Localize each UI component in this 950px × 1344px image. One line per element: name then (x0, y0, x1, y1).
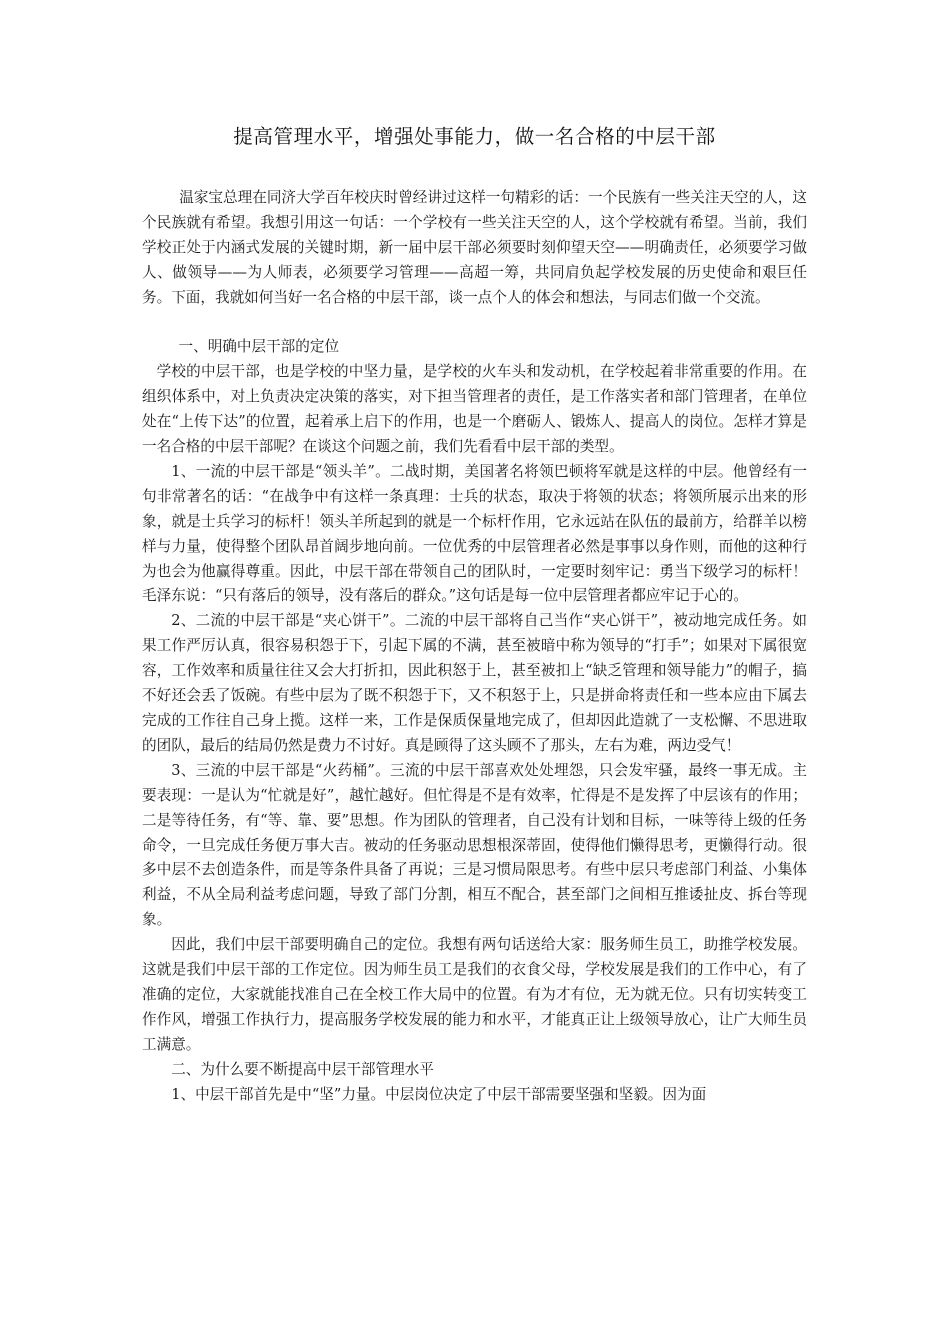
document-title: 提高管理水平，增强处事能力，做一名合格的中层干部 (233, 125, 716, 148)
body-paragraph: 1、一流的中层干部是“领头羊”。二战时期，美国著名将领巴顿将军就是这样的中层。他曾经有一句非常著名的话：“在战争中有这样一条真理：士兵的状态，取决于将领的状态；将领所展示出来的形象，就是士兵学习的标杆！领头羊所起到的就是一个标杆作用，它永远站在队伍的最前方，给群羊以榜样与力量，使得整个团队昂首阔步地向前。一位优秀的中层管理者必然是事事以身作则，而他的这种行为也会为他赢得尊重。因此，中层干部在带领自己的团队时，一定要时刻牢记：勇当下级学习的标杆！毛泽东说：“只有落后的领导，没有落后的群众。”这句话是每一位中层管理者都应牢记于心的。 (142, 462, 807, 605)
section-heading-1: 一、明确中层干部的定位 (178, 338, 340, 356)
document-body (142, 186, 807, 1108)
body-paragraph: 2、二流的中层干部是“夹心饼干”。二流的中层干部将自己当作“夹心饼干”，被动地完成任务。如果工作严厉认真，很容易积怨于下，引起下属的不满，甚至被暗中称为领导的“打手”；如果对下属很宽容，工作效率和质量往往又会大打折扣，因此积怒于上，甚至被扣上“缺乏管理和领导能力”的帽子，搞不好还会丢了饭碗。有些中层为了既不积怨于下，又不积怒于上，只是拼命将责任和一些本应由下属去完成的工作往自己身上揽。这样一来，工作是保质保量地完成了，但却因此造就了一支松懈、不思进取的团队，最后的结局仍然是费力不讨好。真是顾得了这头顾不了那头，左右为难，两边受气！ (142, 612, 807, 754)
body-paragraph: 1、中层干部首先是中“坚”力量。中层岗位决定了中层干部需要坚强和坚毅。因为面 (171, 1085, 707, 1103)
body-paragraph: 因此，我们中层干部要明确自己的定位。我想有两句话送给大家：服务师生员工，助推学校发展。这就是我们中层干部的工作定位。因为师生员工是我们的衣食父母，学校发展是我们的工作中心，有了准确的定位，大家就能找准自己在全校工作大局中的位置。有为才有位，无为就无位。只有切实转变工作作风，增强工作执行力，提高服务学校发展的能力和水平，才能真正让上级领导放心，让广大师生员工满意。 (142, 936, 807, 1053)
body-paragraph: 学校的中层干部，也是学校的中坚力量，是学校的火车头和发动机，在学校起着非常重要的作用。在组织体系中，对上负责决定决策的落实，对下担当管理者的责任，是工作落实者和部门管理者，在单位处在“上传下达”的位置，起着承上启下的作用，也是一个磨砺人、锻炼人、提高人的岗位。怎样才算是一名合格的中层干部呢？在谈这个问题之前，我们先看看中层干部的类型。 (142, 363, 807, 456)
section-heading-2: 二、为什么要不断提高中层干部管理水平 (171, 1060, 434, 1078)
document-page (142, 0, 807, 1344)
body-paragraph: 3、三流的中层干部是“火药桶”。三流的中层干部喜欢处处埋怨，只会发牢骚，最终一事无成。主要表现：一是认为“忙就是好”，越忙越好。但忙得是不是有效率，忙得是不是发挥了中层该有的作用；二是等待任务，有“等、靠、要”思想。作为团队的管理者，自己没有计划和目标，一味等待上级的任务命令，一旦完成任务便万事大吉。被动的任务驱动思想根深蒂固，使得他们懒得思考，更懒得行动。很多中层不去创造条件，而是等条件具备了再说；三是习惯局限思考。有些中层只考虑部门利益、小集体利益，不从全局利益考虑问题，导致了部门分割，相互不配合，甚至部门之间相互推诿扯皮、拆台等现象。 (142, 761, 807, 929)
intro-paragraph: 温家宝总理在同济大学百年校庆时曾经讲过这样一句精彩的话：一个民族有一些关注天空的人，这个民族就有希望。我想引用这一句话：一个学校有一些关注天空的人，这个学校就有希望。当前，我们学校正处于内涵式发展的关键时期，新一届中层干部必须要时刻仰望天空——明确责任，必须要学习做人、做领导——为人师表，必须要学习管理——高超一筹，共同肩负起学校发展的历史使命和艰巨任务。下面，我就如何当好一名合格的中层干部，谈一点个人的体会和想法，与同志们做一个交流。 (142, 189, 807, 306)
